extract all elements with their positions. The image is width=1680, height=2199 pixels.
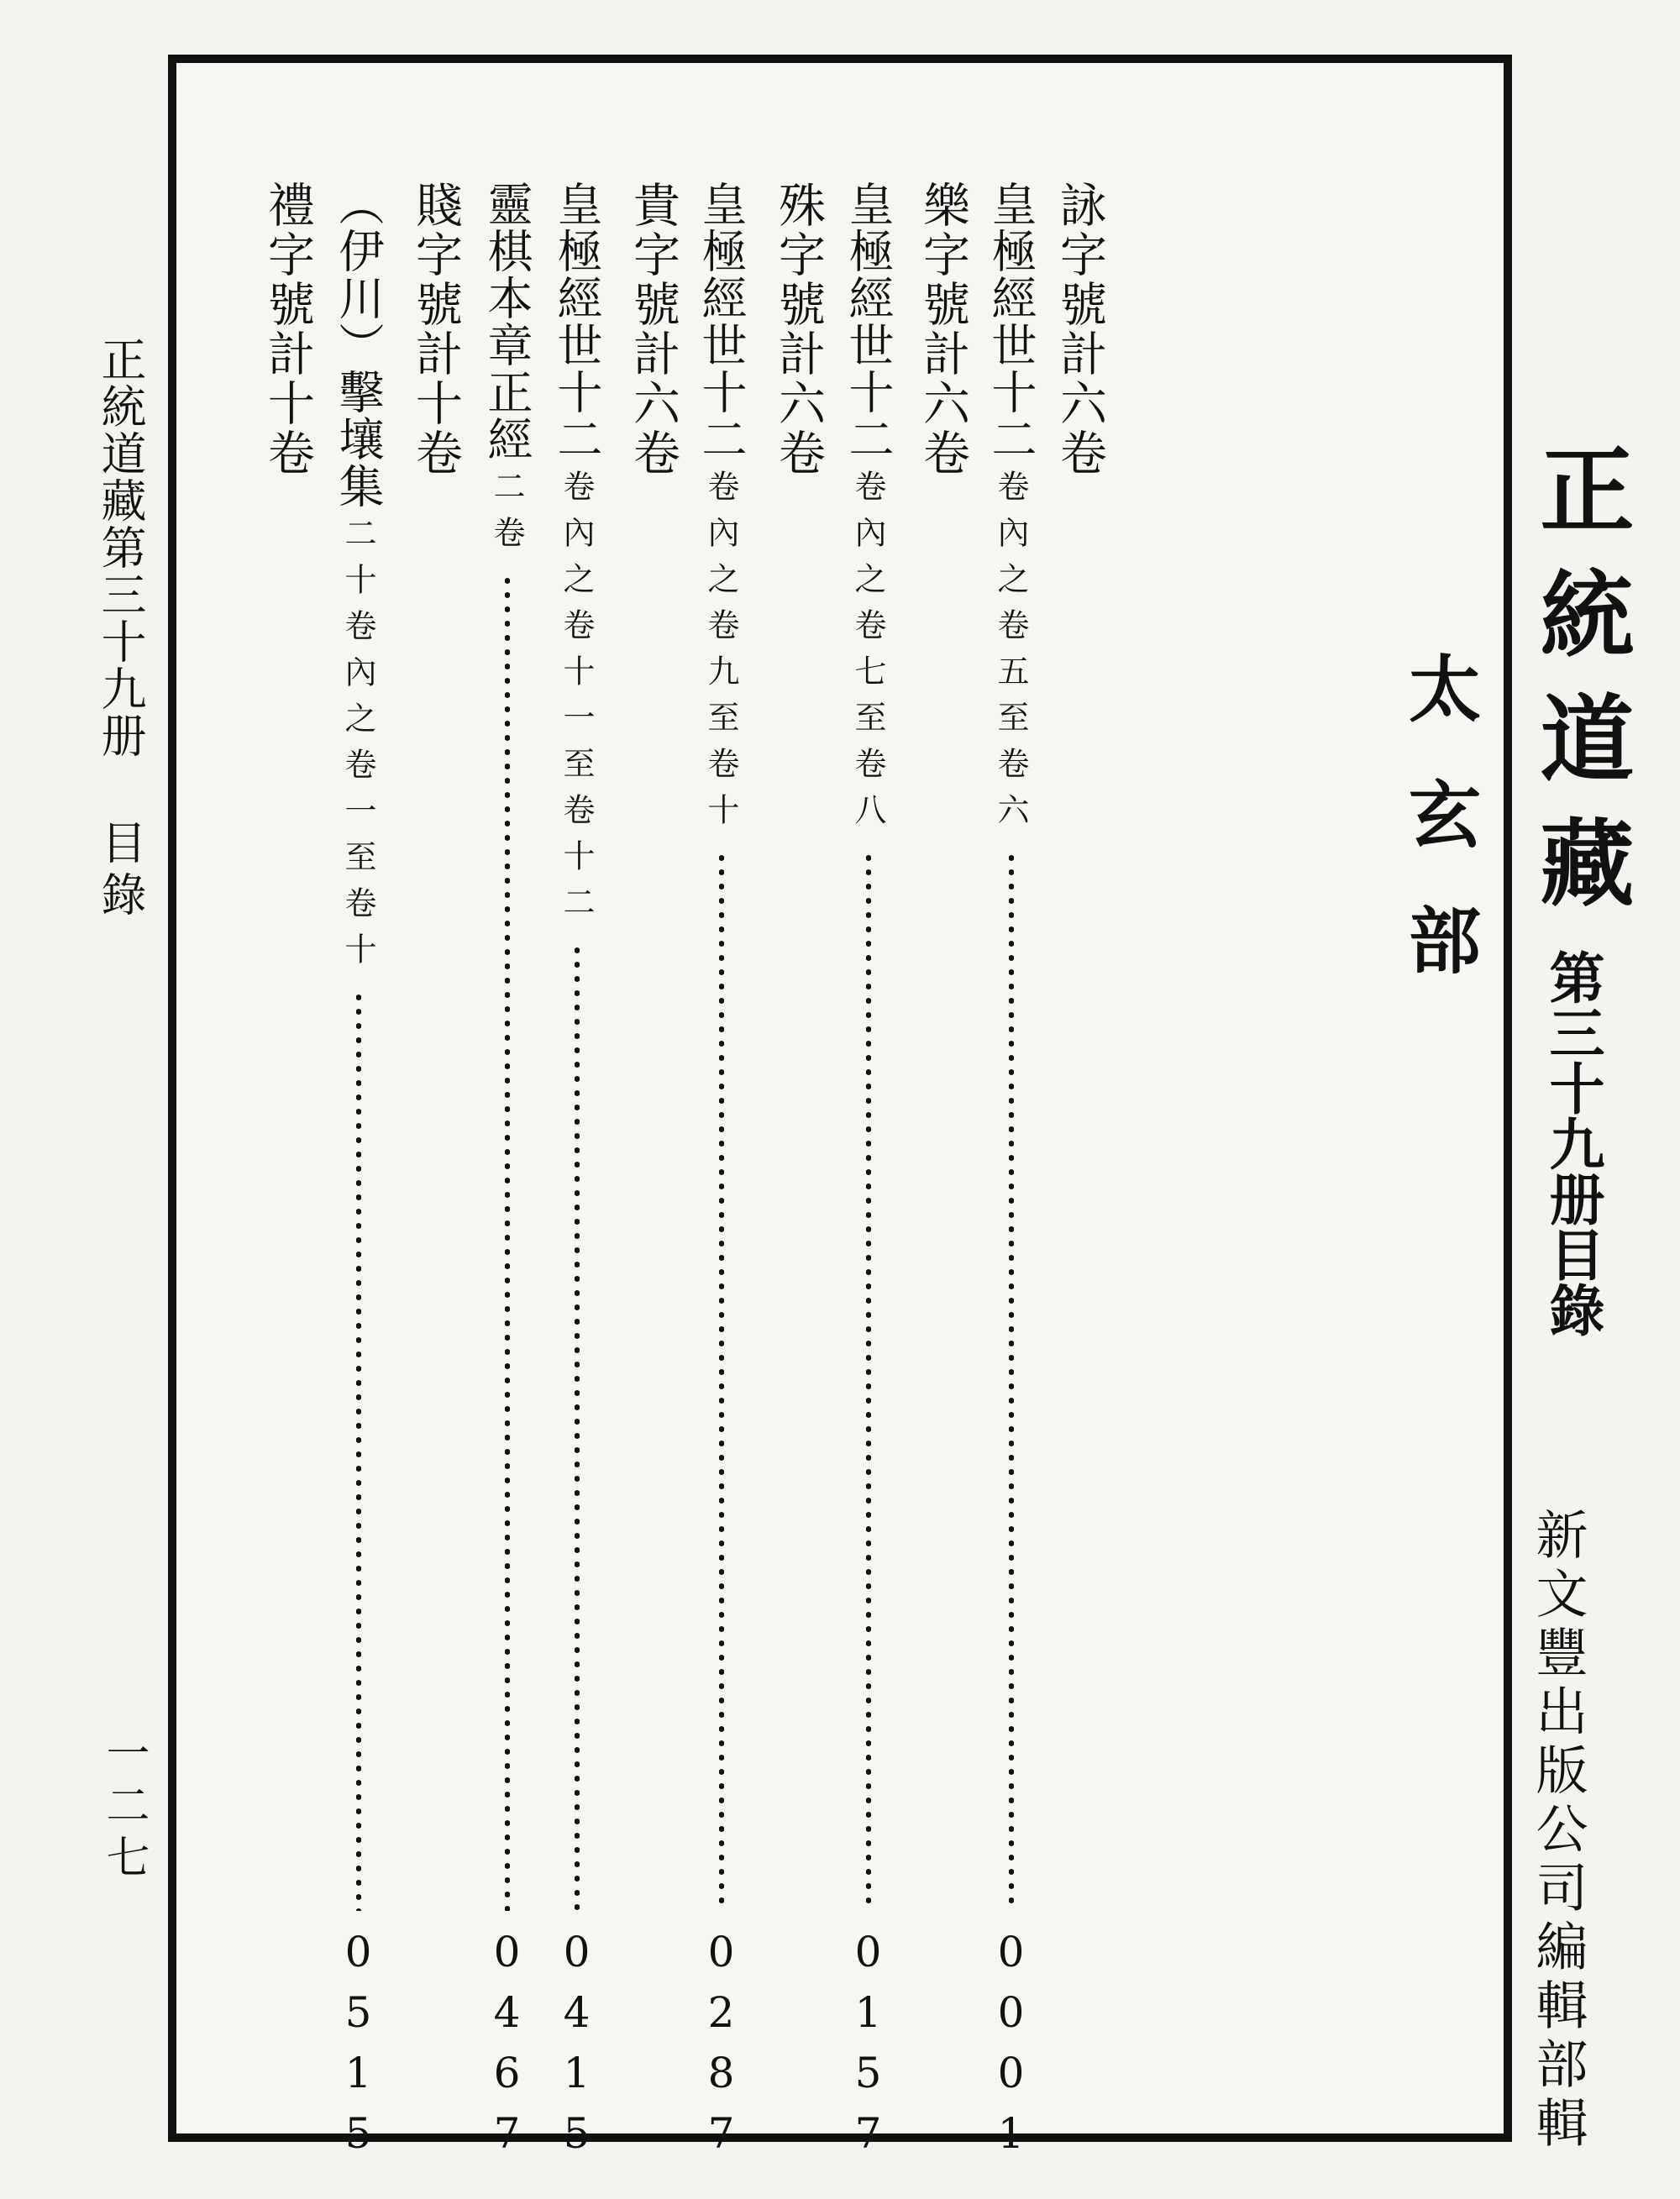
dot-leader (575, 943, 580, 1911)
running-title: 正統道藏第三十九册 (94, 336, 147, 759)
toc-heading: 賤字號計十卷 (408, 181, 463, 478)
dot-leader (356, 990, 361, 1911)
toc-entry-title: 皇極經世十二 (550, 181, 603, 463)
toc-heading: 禮字號計十卷 (260, 181, 315, 478)
toc-entry[interactable] (544, 181, 609, 2170)
toc-entry[interactable] (836, 181, 900, 2170)
dot-leader (719, 851, 724, 1911)
toc-entry-page: 0287 (696, 1928, 746, 2170)
toc-entry-page: 0515 (333, 1928, 383, 2170)
toc-heading: 樂字號計六卷 (916, 181, 970, 478)
volume-label: 第三十九册目錄 (1540, 949, 1605, 1337)
toc-entry-range: 卷內之卷九至卷十 (702, 470, 739, 839)
collection-title: 正統道藏 (1525, 441, 1635, 938)
toc-entry[interactable] (326, 181, 391, 2170)
toc-entry-title: 皇極經世十二 (842, 181, 895, 463)
dot-leader (1009, 851, 1014, 1911)
publisher-credit: 新文豐出版公司編輯部輯 (1527, 1508, 1588, 2154)
section-title: 太玄部 (1396, 651, 1481, 1029)
toc-heading: 貴字號計六卷 (626, 181, 680, 478)
dot-leader (866, 851, 871, 1911)
toc-entry[interactable] (475, 181, 539, 2170)
toc-entry-page: 0157 (843, 1928, 893, 2170)
toc-entry-range: 二十卷內之卷一至卷十 (339, 517, 376, 979)
toc-entry-title: 靈棋本章正經 (480, 181, 533, 463)
toc-entry-title: 皇極經世十二 (695, 181, 748, 463)
toc-entry[interactable] (689, 181, 753, 2170)
toc-entry-page: 0415 (552, 1928, 601, 2170)
toc-entry-title: 皇極經世十二 (984, 181, 1037, 463)
toc-entry-range: 卷內之卷七至卷八 (849, 470, 886, 839)
toc-entry[interactable] (979, 181, 1043, 2170)
toc-entry-title: ︵伊川︶擊壤集 (332, 181, 385, 510)
page-frame (168, 55, 1635, 2170)
toc-heading: 殊字號計六卷 (771, 181, 826, 478)
toc-entry-page: 0001 (986, 1928, 1036, 2170)
toc-entry-page: 0467 (482, 1928, 532, 2170)
running-toc-label: 目錄 (94, 819, 147, 923)
toc-entry-range: 卷內之卷十一至卷十二 (558, 470, 595, 932)
page-number: 一二七 (98, 1730, 149, 1887)
toc-entry-range: 二卷 (488, 470, 525, 562)
dot-leader (505, 574, 510, 1911)
toc-heading: 詠字號計六卷 (1053, 181, 1107, 478)
toc-entry-range: 卷內之卷五至卷六 (992, 470, 1029, 839)
